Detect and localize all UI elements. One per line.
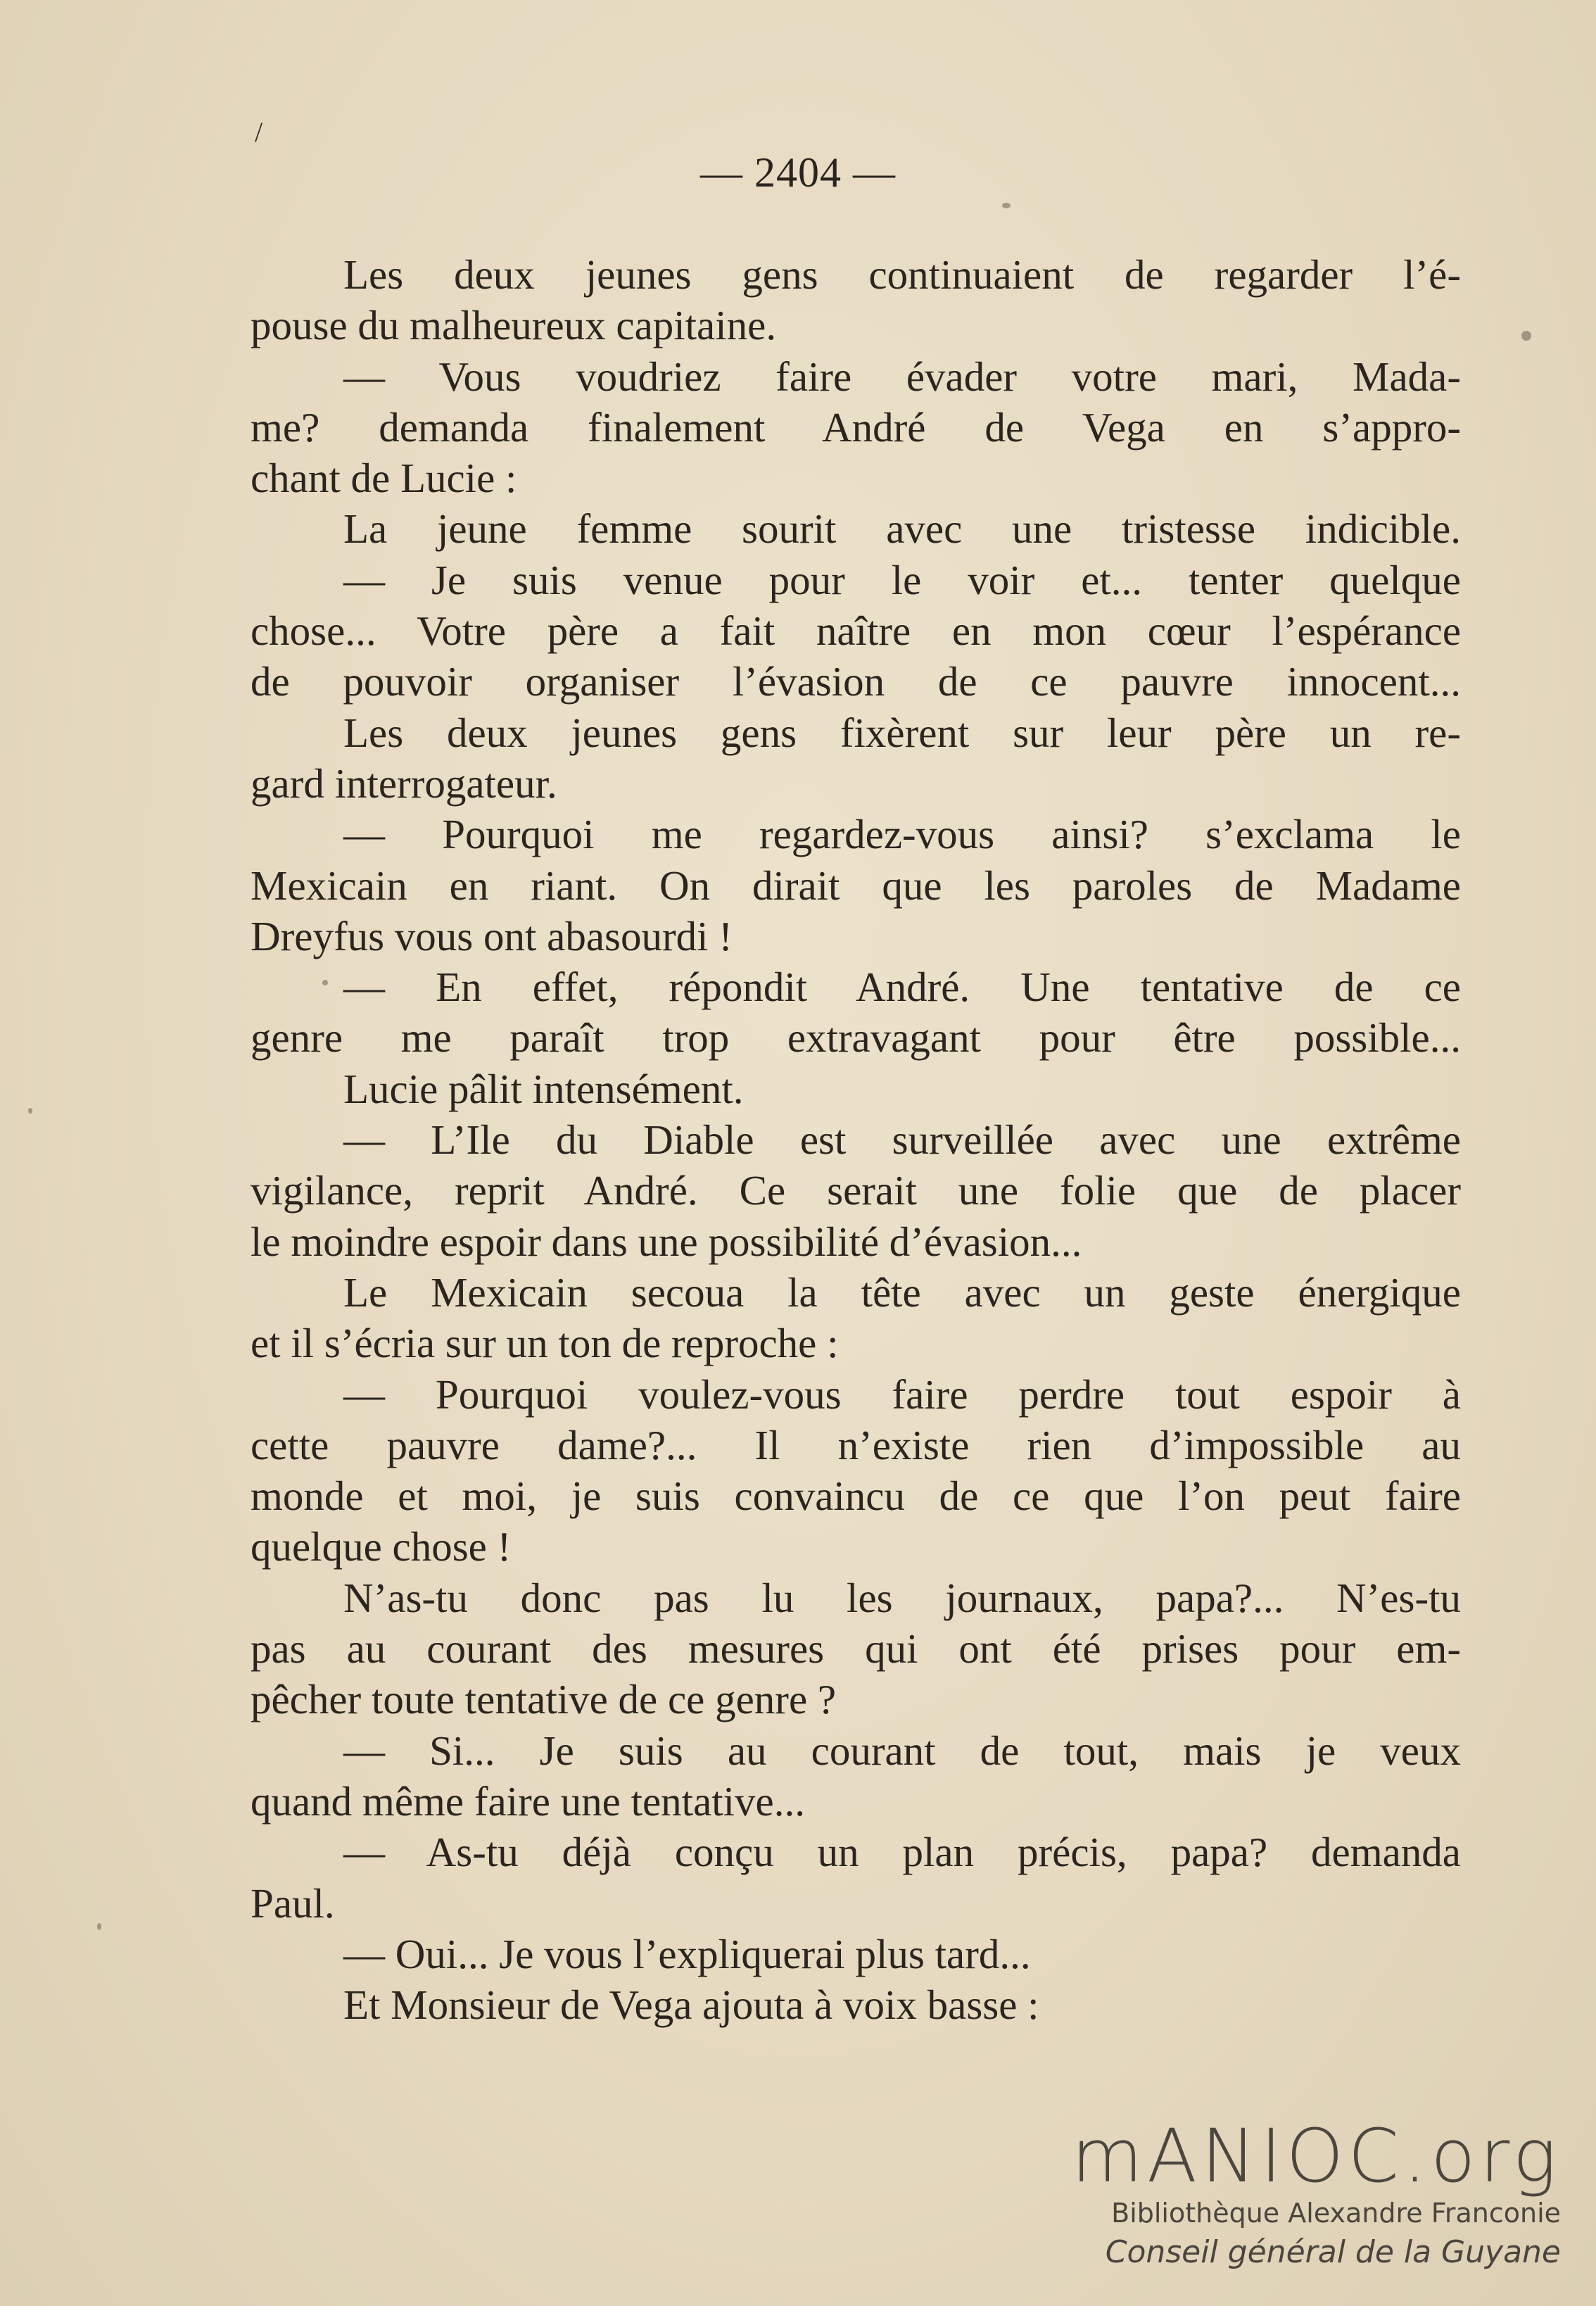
library-name: Bibliothèque Alexandre Franconie xyxy=(1111,2198,1561,2229)
text-line: me? demanda finalement André de Vega en s’appro- xyxy=(251,403,1461,451)
text-line: le moindre espoir dans une possibilité d’évasion... xyxy=(251,1218,1082,1265)
text-line: Les deux jeunes gens continuaient de regarder l’é- xyxy=(343,251,1461,298)
text-line: — Vous voudriez faire évader votre mari, Mada- xyxy=(343,353,1461,400)
text-line: — As-tu déjà conçu un plan précis, papa? demanda xyxy=(343,1829,1461,1876)
text-line: quand même faire une tentative... xyxy=(251,1777,805,1825)
paper-speck xyxy=(1521,331,1531,341)
text-line: — Je suis venue pour le voir et... tenter quelque xyxy=(343,556,1461,603)
text-line: — Pourquoi voulez-vous faire perdre tout espoir à xyxy=(343,1371,1461,1418)
manioc-logo: mANIOC.org xyxy=(1071,2113,1561,2199)
text-line: — Si... Je suis au courant de tout, mais je veux xyxy=(343,1727,1461,1774)
text-line: — Pourquoi me regardez-vous ainsi? s’exclama le xyxy=(343,811,1461,858)
paper-speck xyxy=(322,980,328,985)
text-line: chant de Lucie : xyxy=(251,455,517,502)
text-line: Le Mexicain secoua la tête avec un geste énergique xyxy=(343,1268,1461,1316)
text-line: — L’Ile du Diable est surveillée avec une extrême xyxy=(343,1116,1461,1164)
council-name: Conseil général de la Guyane xyxy=(1105,2234,1561,2270)
manioc-watermark xyxy=(1068,2113,1561,2274)
text-line: cette pauvre dame?... Il n’existe rien d’impossible au xyxy=(251,1421,1461,1468)
text-line: pouse du malheureux capitaine. xyxy=(251,302,777,349)
text-line: Les deux jeunes gens fixèrent sur leur père un re- xyxy=(343,709,1461,756)
text-line: et il s’écria sur un ton de reproche : xyxy=(251,1320,839,1367)
page-number: — 2404 — xyxy=(700,149,896,196)
text-line: monde et moi, je suis convaincu de ce que l’on peut faire xyxy=(251,1473,1461,1520)
text-line: vigilance, reprit André. Ce serait une folie que de placer xyxy=(251,1167,1461,1214)
paper-speck xyxy=(97,1923,101,1930)
text-line: La jeune femme sourit avec une tristesse indicible. xyxy=(343,505,1461,553)
text-line: Lucie pâlit intensément. xyxy=(343,1065,744,1112)
paper-speck xyxy=(28,1108,32,1114)
text-line: pêcher toute tentative de ce genre ? xyxy=(251,1676,837,1723)
corner-mark: / xyxy=(255,116,263,148)
text-line: quelque chose ! xyxy=(251,1523,512,1570)
text-line: Et Monsieur de Vega ajouta à voix basse : xyxy=(343,1981,1039,2029)
text-line: Mexicain en riant. On dirait que les paroles de Madame xyxy=(251,862,1461,909)
text-line: gard interrogateur. xyxy=(251,760,557,807)
text-line: pas au courant des mesures qui ont été prises pour em- xyxy=(251,1625,1461,1672)
text-line: — Oui... Je vous l’expliquerai plus tard... xyxy=(343,1930,1031,1977)
text-line: chose... Votre père a fait naître en mon cœur l’espérance xyxy=(251,607,1461,655)
paper-speck xyxy=(1002,203,1011,208)
text-line: N’as-tu donc pas lu les journaux, papa?... N’es-tu xyxy=(343,1574,1461,1621)
text-line: genre me paraît trop extravagant pour être possible... xyxy=(251,1014,1461,1061)
text-line: de pouvoir organiser l’évasion de ce pauvre innocent... xyxy=(251,658,1461,705)
body-text xyxy=(251,249,1461,2030)
text-line: — En effet, répondit André. Une tentative de ce xyxy=(343,964,1461,1011)
text-line: Paul. xyxy=(251,1879,335,1927)
text-line: Dreyfus vous ont abasourdi ! xyxy=(251,912,733,959)
